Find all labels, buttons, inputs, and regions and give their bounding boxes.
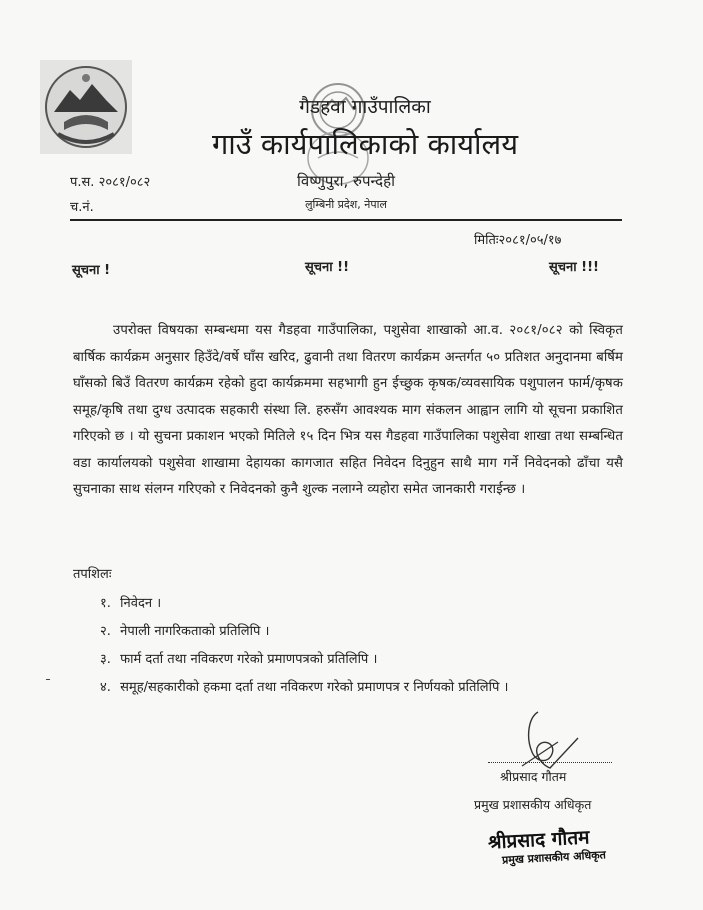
issue-date: मितिः२०८१/०५/१७ [474, 233, 562, 248]
signature-icon [508, 708, 588, 774]
list-item-number: ३. [100, 652, 111, 667]
reference-ps: प.स. २०८१/०८२ [70, 175, 151, 190]
signatory-title: प्रमुख प्रशासकीय अधिकृत [474, 797, 592, 812]
required-documents-list [100, 590, 620, 702]
nepal-emblem-icon [40, 60, 132, 154]
title-stamp: प्रमुख प्रशासकीय अधिकृत [501, 848, 607, 867]
list-item [100, 674, 620, 702]
signatory-name: श्रीप्रसाद गौतम [500, 769, 567, 784]
name-stamp: श्रीप्रसाद गौतम [487, 826, 591, 854]
list-item [100, 618, 620, 646]
header-divider [70, 219, 622, 221]
list-item-number: २. [100, 624, 111, 639]
signature-line [488, 762, 612, 763]
municipality-name: गैडहवा गाउँपालिका [299, 96, 431, 118]
list-item-number: ४. [100, 680, 111, 695]
notice-body: उपरोक्त विषयका सम्बन्धमा यस गैडहवा गाउँपालिका, पशुसेवा शाखाको आ.व. २०८१/०८२ को स्विकृत बार्षिक कार्यक्रम अनुसार हिउँदे/वर्षे घाँस खरिद, ढुवानी तथा वितरण कार्यक्रम अन्तर्गत ५० प्रतिशत अनुदानमा बर्षिम घाँसको बिउँ वितरण कार्यक्रम रहेको हुदा कार्यक्रममा सहभागी हुन ईच्छुक कृषक/व्यवसायिक पशुपालन फार्म/कृषक समूह/कृषि तथा दुग्ध उत्पादक सहकारी संस्था लि. हरुसँग आवश्यक माग संकलन आह्वान लागि यो सूचना प्रकाशित गरिएको छ । यो सुचना प्रकाशन भएको मितिले १५ दिन भित्र यस गैडहवा गाउँपालिका पशुसेवा शाखा तथा सम्बन्धित वडा कार्यालयको पशुसेवा शाखामा देहायका कागजात सहित निवेदन दिनुहुन साथै माग गर्ने निवेदनको ढाँचा यसै सुचनाका साथ संलग्न गरिएको र निवेदनको कुनै शुल्क नलाग्ने व्यहोरा समेत जानकारी गराईन्छ । [73, 323, 623, 497]
list-item-text: नेपाली नागरिकताको प्रतिलिपि । [120, 624, 270, 639]
office-name: गाउँ कार्यपालिकाको कार्यालय [211, 127, 519, 161]
list-item-text: निवेदन । [120, 596, 162, 611]
reference-cn: च.नं. [70, 200, 94, 215]
notice-heading-1: सूचना ! [72, 263, 111, 278]
list-item-text: फार्म दर्ता तथा नविकरण गरेको प्रमाणपत्रको प्रतिलिपि । [120, 652, 378, 667]
list-item-number: १. [100, 596, 111, 611]
list-item [100, 646, 620, 674]
office-province: लुम्बिनी प्रदेश, नेपाल [305, 198, 387, 211]
office-location: विष्णुपुरा, रुपन्देही [297, 172, 395, 190]
details-title: तपशिलः [73, 567, 112, 582]
notice-heading-3: सूचना !!! [549, 260, 599, 275]
notice-heading-2: सूचना !! [305, 260, 350, 275]
margin-mark [46, 679, 50, 680]
list-item-text: समूह/सहकारीको हकमा दर्ता तथा नविकरण गरेको प्रमाणपत्र र निर्णयको प्रतिलिपि । [120, 680, 509, 695]
list-item [100, 590, 620, 618]
